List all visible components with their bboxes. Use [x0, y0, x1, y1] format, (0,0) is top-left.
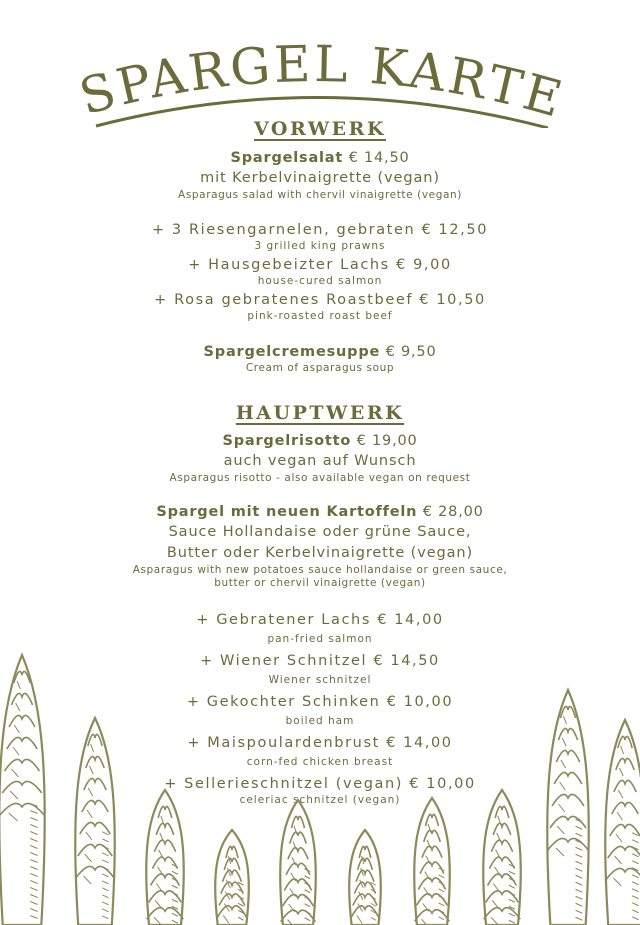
addon-english: pan-fried salmon — [267, 633, 373, 645]
addon-item: + Wiener Schnitzel € 14,50 — [200, 653, 440, 669]
asparagus-spear-icon — [349, 830, 381, 925]
dish-subtitle: Sauce Hollandaise oder grüne Sauce, — [168, 524, 472, 540]
dish-spargelsalat — [0, 149, 640, 168]
asparagus-spear-icon — [483, 790, 521, 925]
addon-english: boiled ham — [285, 715, 355, 727]
dish-subtitle: mit Kerbelvinaigrette (vegan) — [200, 170, 440, 186]
asparagus-spear-icon — [75, 718, 115, 925]
dish-spargel-kartoffeln — [0, 503, 640, 522]
addon-item: + Gekochter Schinken € 10,00 — [186, 694, 454, 710]
addon-item: + Gebratener Lachs € 14,00 — [196, 612, 444, 628]
addon-item: + Rosa gebratenes Roastbeef € 10,50 — [154, 292, 486, 308]
dish-english: Cream of asparagus soup — [245, 362, 395, 374]
dish-spargelcremesuppe — [0, 343, 640, 362]
addon-english: 3 grilled king prawns — [254, 240, 386, 252]
addon-item: + Maispoulardenbrust € 14,00 — [187, 735, 453, 751]
addon-english: pink-roasted roast beef — [247, 310, 393, 322]
menu-title — [0, 18, 640, 128]
asparagus-spear-icon — [605, 720, 640, 925]
asparagus-spear-icon — [280, 800, 316, 925]
dish-price: € 28,00 — [422, 504, 484, 520]
asparagus-spear-icon — [547, 690, 589, 925]
asparagus-spear-icon — [0, 655, 45, 925]
addon-item: + 3 Riesengarnelen, gebraten € 12,50 — [151, 222, 489, 238]
addon-english: house-cured salmon — [257, 275, 383, 287]
dish-price: € 19,00 — [356, 433, 418, 449]
asparagus-spear-icon — [146, 790, 184, 925]
dish-spargelrisotto — [0, 432, 640, 451]
dish-english: Asparagus salad with chervil vinaigrette (vegan) — [178, 189, 462, 201]
addon-english: Wiener schnitzel — [268, 674, 372, 686]
addon-english: celeriac schnitzel (vegan) — [239, 794, 401, 806]
asparagus-spear-icon — [215, 830, 249, 925]
dish-english: Asparagus with new potatoes sauce hollandaise or green sauce, — [132, 564, 508, 576]
dish-english: butter or chervil vinaigrette (vegan) — [214, 577, 426, 589]
section-title-vorwerk: VORWERK — [254, 118, 386, 140]
dish-price: € 14,50 — [348, 150, 410, 166]
addon-item: + Hausgebeizter Lachs € 9,00 — [188, 257, 452, 273]
addon-english: corn-fed chicken breast — [246, 756, 394, 768]
dish-price: € 9,50 — [385, 344, 437, 360]
dish-name: Spargelrisotto — [222, 433, 352, 449]
dish-subtitle: Butter oder Kerbelvinaigrette (vegan) — [166, 545, 474, 561]
dish-name: Spargelsalat — [230, 150, 344, 166]
dish-english: Asparagus risotto - also available vegan on request — [169, 472, 471, 484]
menu-title-text: SPARGEL KARTE — [73, 35, 571, 128]
addon-item: + Sellerieschnitzel (vegan) € 10,00 — [164, 776, 476, 792]
dish-name: Spargel mit neuen Kartoffeln — [156, 504, 418, 520]
asparagus-illustration-icon — [0, 640, 640, 925]
dish-name: Spargelcremesuppe — [203, 344, 381, 360]
section-title-hauptwerk: HAUPTWERK — [235, 402, 405, 424]
asparagus-spear-icon — [414, 798, 450, 925]
dish-subtitle: auch vegan auf Wunsch — [223, 453, 417, 469]
